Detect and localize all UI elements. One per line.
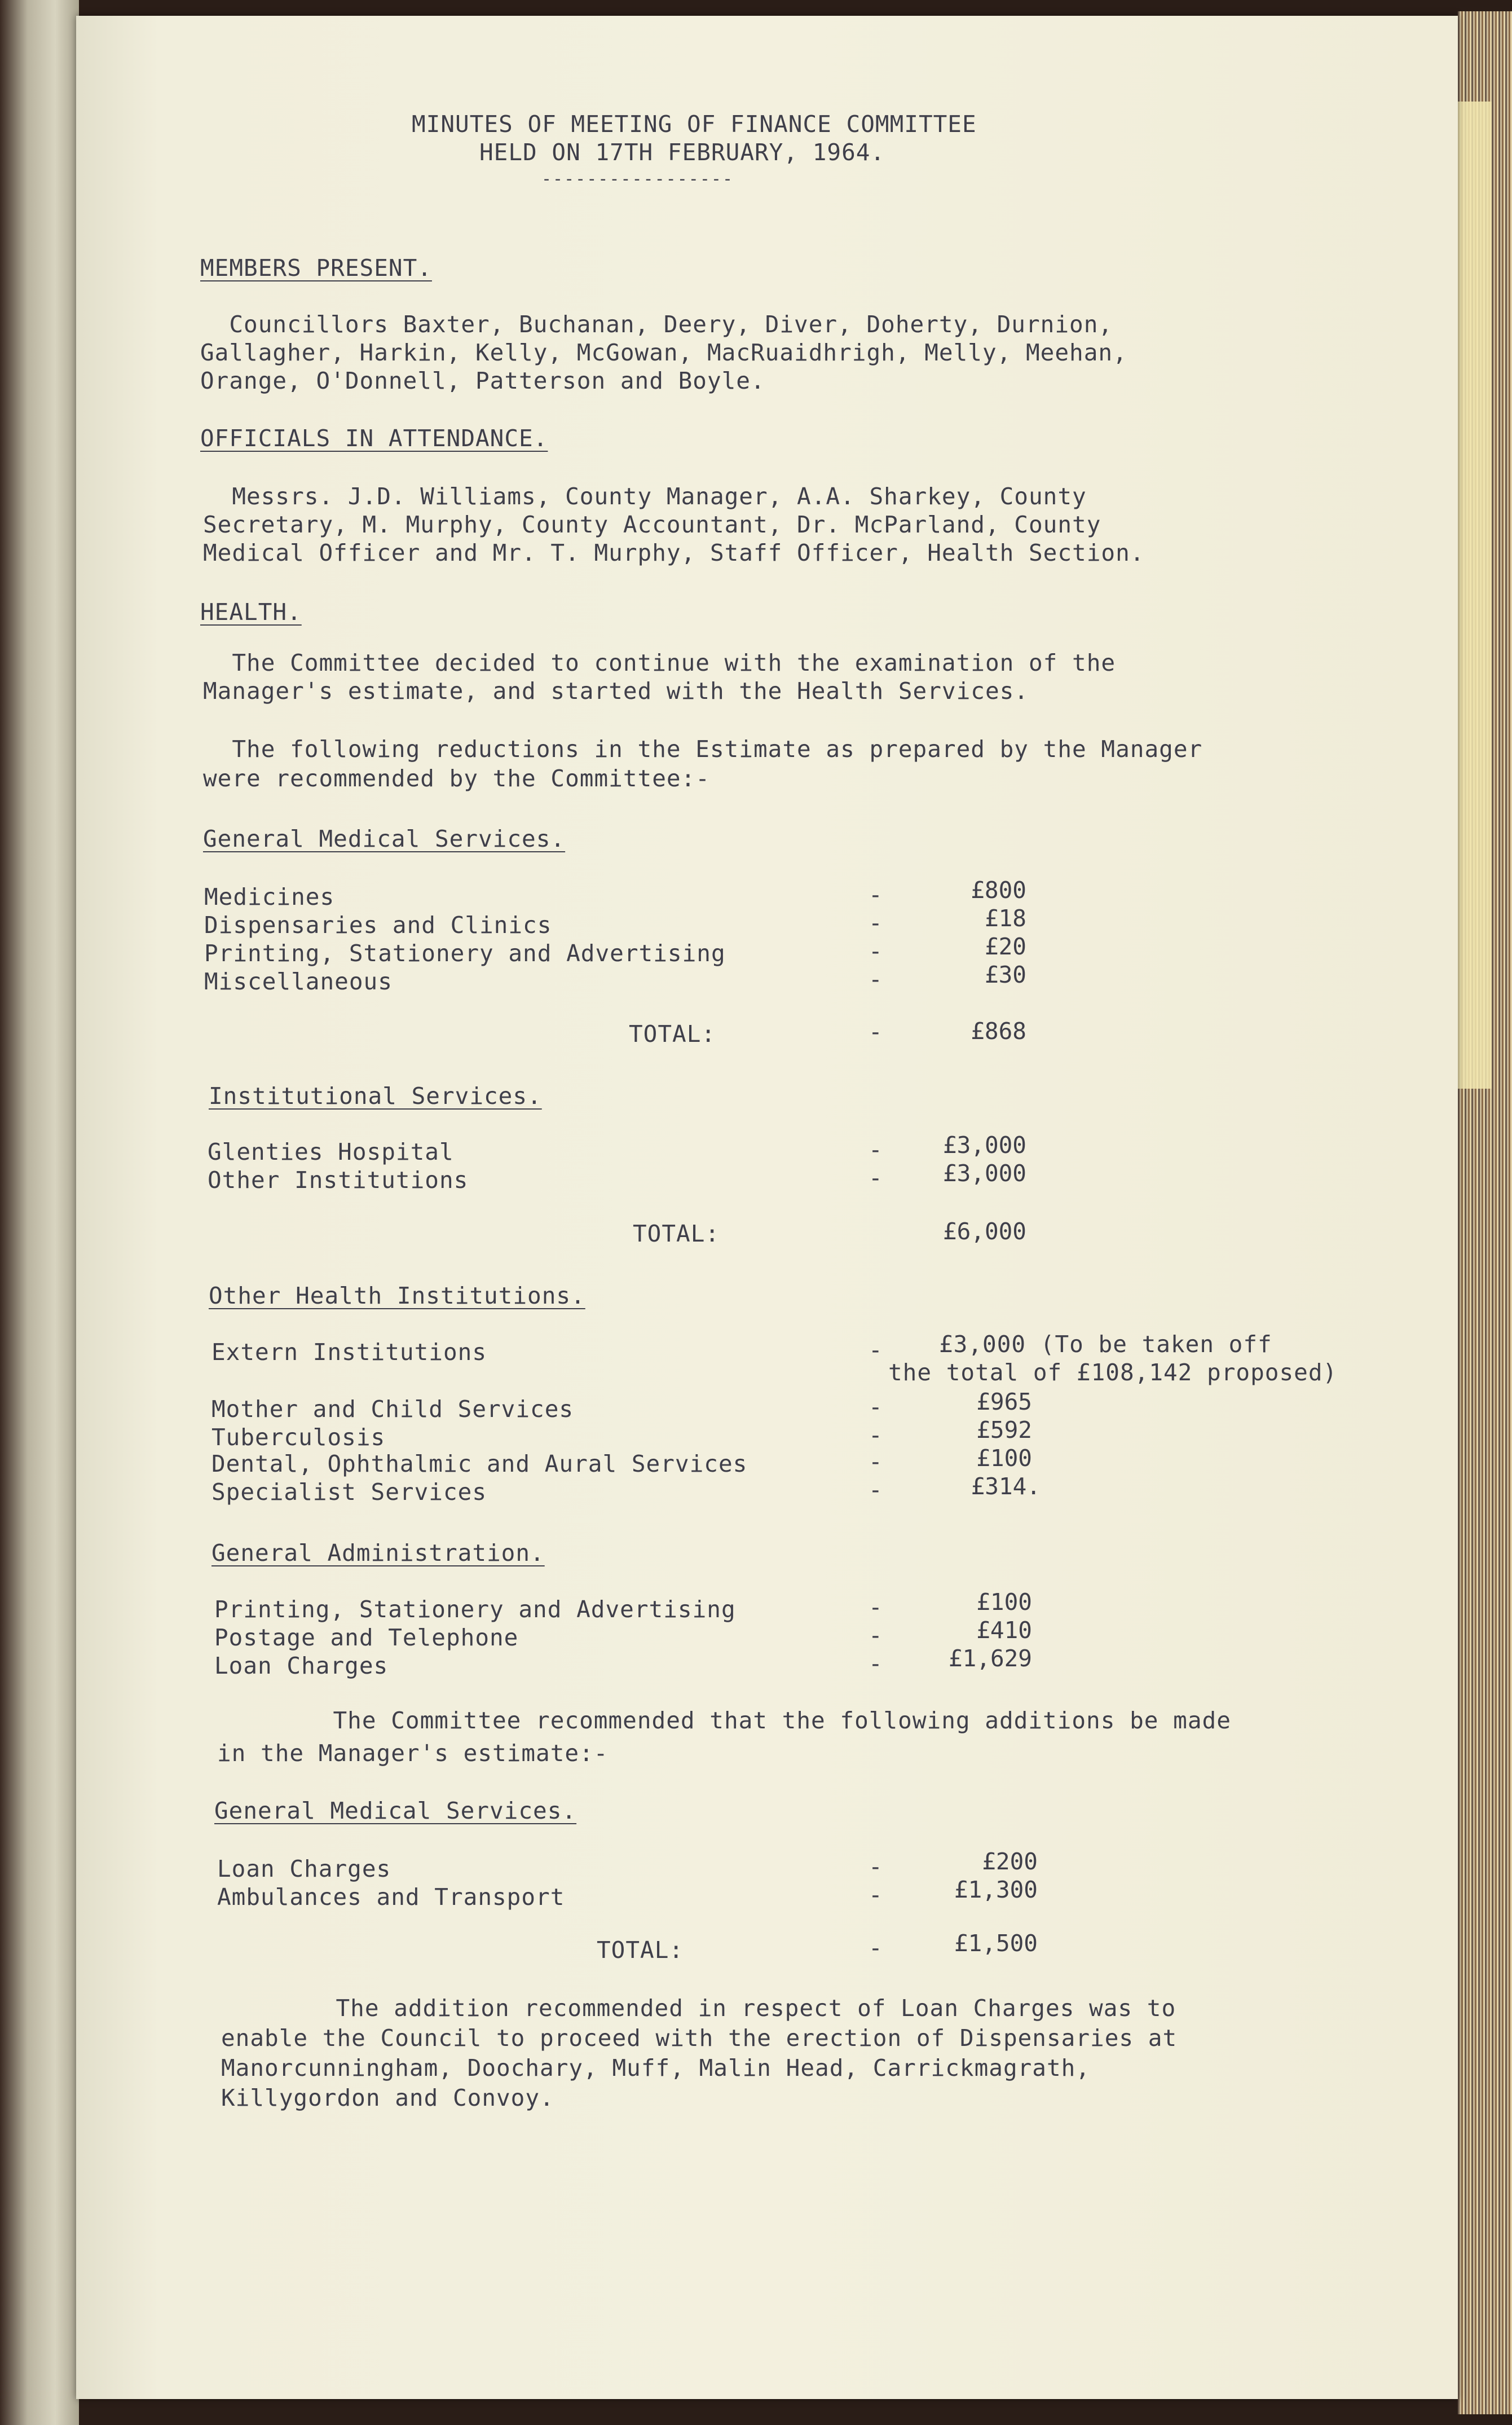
admin-item-dash: -	[869, 1650, 883, 1677]
additions-para-line-1: The Committee recommended that the following additions be made	[217, 1707, 1231, 1734]
gms-item-dash: -	[869, 909, 883, 936]
other-health-item-amount: £965	[976, 1388, 1032, 1415]
gms-item-amount: £20	[984, 933, 1026, 960]
members-line-3: Orange, O'Donnell, Patterson and Boyle.	[200, 367, 765, 394]
additions-item-dash: -	[869, 1853, 883, 1880]
other-health-heading: Other Health Institutions.	[209, 1282, 585, 1309]
yellow-tab	[1458, 102, 1492, 1089]
inst-item-dash: -	[869, 1164, 883, 1191]
closing-line-1: The addition recommended in respect of Loan Charges was to	[220, 1995, 1176, 2022]
inst-item-amount: £3,000	[942, 1132, 1026, 1159]
admin-heading: General Administration.	[211, 1539, 545, 1566]
gms-item-dash: -	[869, 881, 883, 908]
inst-item-label: Other Institutions	[208, 1167, 469, 1194]
extern-label: Extern Institutions	[211, 1339, 487, 1366]
health-para1-line-1: The Committee decided to continue with the examination of the	[203, 649, 1116, 676]
health-para2-line-1: The following reductions in the Estimate as prepared by the Manager	[203, 736, 1203, 763]
other-health-item-amount: £314.	[971, 1473, 1041, 1500]
closing-line-4: Killygordon and Convoy.	[221, 2084, 554, 2111]
extern-amount: £3,000 (To be taken off	[939, 1331, 1272, 1358]
admin-item-label: Postage and Telephone	[214, 1624, 519, 1651]
officials-line-2: Secretary, M. Murphy, County Accountant, Dr. McParland, County	[203, 511, 1101, 538]
members-line-1: Councillors Baxter, Buchanan, Deery, Diver, Doherty, Durnion,	[200, 311, 1113, 338]
additions-total-dash: -	[869, 1934, 883, 1961]
inst-heading: Institutional Services.	[209, 1082, 542, 1110]
other-health-item-amount: £100	[976, 1445, 1032, 1472]
gms-item-label: Dispensaries and Clinics	[204, 912, 552, 939]
additions-para-line-2: in the Manager's estimate:-	[217, 1740, 609, 1767]
gms-total-dash: -	[869, 1018, 883, 1045]
admin-item-label: Loan Charges	[214, 1652, 389, 1679]
minutes-date: HELD ON 17TH FEBRUARY, 1964.	[479, 139, 885, 166]
additions-item-amount: £1,300	[954, 1876, 1038, 1903]
gms-item-dash: -	[869, 938, 883, 965]
inst-total-amount: £6,000	[942, 1218, 1026, 1245]
inst-total-label: TOTAL:	[633, 1220, 720, 1247]
gms-item-label: Printing, Stationery and Advertising	[204, 940, 726, 967]
extern-dash: -	[869, 1336, 883, 1363]
inst-item-label: Glenties Hospital	[208, 1138, 454, 1165]
members-heading: MEMBERS PRESENT.	[200, 254, 432, 281]
other-health-item-dash: -	[869, 1393, 883, 1420]
gms-heading: General Medical Services.	[203, 825, 566, 852]
admin-item-label: Printing, Stationery and Advertising	[214, 1596, 736, 1623]
gms-item-label: Medicines	[204, 883, 335, 910]
gms-item-label: Miscellaneous	[204, 968, 393, 995]
book-spine-left	[0, 0, 79, 2425]
closing-line-3: Manorcunningham, Doochary, Muff, Malin Head, Carrickmagrath,	[221, 2054, 1091, 2081]
other-health-item-dash: -	[869, 1448, 883, 1475]
admin-item-amount: £1,629	[948, 1645, 1032, 1672]
additions-item-label: Loan Charges	[217, 1855, 391, 1882]
other-health-item-amount: £592	[976, 1416, 1032, 1443]
gms-total-amount: £868	[971, 1018, 1026, 1045]
other-health-item-dash: -	[869, 1421, 883, 1449]
closing-line-2: enable the Council to proceed with the erection of Dispensaries at	[221, 2024, 1178, 2052]
gms-item-dash: -	[869, 966, 883, 993]
additions-total-label: TOTAL:	[597, 1937, 684, 1964]
inst-item-dash: -	[869, 1136, 883, 1163]
admin-item-dash: -	[869, 1622, 883, 1649]
extern-note: the total of £108,142 proposed)	[888, 1359, 1338, 1386]
inst-item-amount: £3,000	[942, 1160, 1026, 1187]
health-heading: HEALTH.	[200, 598, 302, 626]
officials-heading: OFFICIALS IN ATTENDANCE.	[200, 425, 548, 452]
admin-item-dash: -	[869, 1594, 883, 1621]
additions-item-label: Ambulances and Transport	[217, 1883, 565, 1911]
other-health-item-label: Tuberculosis	[211, 1424, 386, 1451]
other-health-item-label: Mother and Child Services	[211, 1396, 574, 1423]
officials-line-1: Messrs. J.D. Williams, County Manager, A.A. Sharkey, County	[203, 483, 1087, 510]
additions-total-amount: £1,500	[954, 1930, 1038, 1957]
gms-total-label: TOTAL:	[629, 1020, 716, 1048]
title-rule: -----------------	[541, 169, 734, 189]
gms-item-amount: £800	[971, 877, 1026, 904]
additions-heading: General Medical Services.	[214, 1797, 577, 1824]
health-para2-line-2: were recommended by the Committee:-	[203, 765, 710, 792]
admin-item-amount: £410	[976, 1617, 1032, 1644]
minutes-title: MINUTES OF MEETING OF FINANCE COMMITTEE	[412, 111, 977, 138]
officials-line-3: Medical Officer and Mr. T. Murphy, Staff Officer, Health Section.	[203, 539, 1145, 566]
additions-item-amount: £200	[982, 1848, 1038, 1875]
other-health-item-label: Specialist Services	[211, 1478, 487, 1506]
other-health-item-label: Dental, Ophthalmic and Aural Services	[211, 1450, 748, 1477]
admin-item-amount: £100	[976, 1588, 1032, 1616]
gms-item-amount: £30	[984, 961, 1026, 988]
health-para1-line-2: Manager's estimate, and started with the Health Services.	[203, 677, 1029, 705]
other-health-item-dash: -	[869, 1476, 883, 1503]
members-line-2: Gallagher, Harkin, Kelly, McGowan, MacRuaidhrigh, Melly, Meehan,	[200, 339, 1127, 366]
additions-item-dash: -	[869, 1881, 883, 1908]
gms-item-amount: £18	[984, 905, 1026, 932]
